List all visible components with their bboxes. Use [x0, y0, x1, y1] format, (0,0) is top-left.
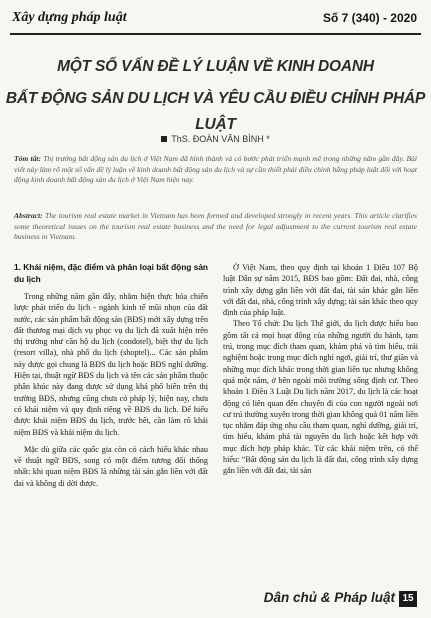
magazine-name: Dân chủ & Pháp luật — [263, 590, 395, 605]
title-line-1: MỘT SỐ VẤN ĐỀ LÝ LUẬN VỀ KINH DOANH — [57, 58, 374, 75]
issue-number: Số 7 (340) - 2020 — [322, 11, 417, 25]
page-header — [12, 10, 419, 32]
body-column-left — [14, 262, 208, 489]
bullet-square-icon — [161, 136, 167, 142]
english-abstract — [14, 211, 417, 243]
page-number: 15 — [399, 591, 417, 607]
body-paragraph: Theo Tổ chức Du lịch Thế giới, du lịch được hiểu bao gồm tất cả mọi hoạt động của những người du hành, tạm trú, trong mục đích tham quan, khám phá và tìm hiểu, trải nghiệm hoặc trong mục đích nghỉ ngơi, giải trí, thư giãn và những mục đích khác trong thời gian liên tục nhưng không quá một năm, ở bên ngoài môi trường sống định cư. Theo khoản 1 Điều 3 Luật Du lịch năm 2017, du lịch là các hoạt động có liên quan đến chuyến đi của con người ngoài nơi cư trú thường xuyên trong thời gian không quá 01 năm liên tục nhằm đáp ứng nhu cầu tham quan, nghỉ dưỡng, giải trí, tìm hiểu, khám phá tài nguyên du lịch hoặc kết hợp với mục đích hợp pháp khác. Từ các khái niệm trên, có thể hiểu: “Bất động sản du lịch là đất đai, công trình xây dựng gắn liền với đất đai, tài sản — [223, 319, 418, 476]
author-byline — [0, 134, 431, 144]
section-name: Xây dựng pháp luật — [12, 10, 127, 25]
vietnamese-abstract — [14, 154, 417, 186]
section-heading: 1. Khái niệm, đặc điểm và phân loại bất động sản du lịch — [14, 262, 208, 284]
tomtat-text: Thị trường bất động sản du lịch ở Việt Nam đã hình thành và có bước phát triển mạnh mẽ trong những năm gần đây. Bài viết này làm rõ một số vấn đề lý luận về kinh doanh bất động sản du lịch và sự cần thiết phải điều chỉnh bằng pháp luật đối với hoạt động kinh doanh bất động sản du lịch ở Việt Nam hiện nay. — [14, 154, 417, 185]
abstract-label: Abstract: — [14, 211, 43, 220]
header-divider — [10, 33, 421, 35]
body-column-right — [223, 262, 418, 477]
author-name: ThS. ĐOÀN VĂN BÌNH * — [171, 134, 270, 144]
tomtat-label: Tóm tắt: — [14, 154, 42, 163]
body-paragraph: Mặc dù giữa các quốc gia còn có cách hiểu khác nhau về thuật ngữ BĐS, song có một điểm tương đối thống nhất: khi quan niệm BĐS là những tài sản gắn liền với đất đai và không di dời được. — [14, 444, 208, 488]
body-paragraph: Ở Việt Nam, theo quy định tại khoản 1 Điều 107 Bộ luật Dân sự năm 2015, BĐS bao gồm: Đất đai, nhà, công trình xây dựng gắn liền với đất đai, tài sản khác gắn liền với đất đai, nhà, công trình xây dựng; tài sản khác theo quy định của pháp luật. — [223, 263, 418, 318]
abstract-text: The tourism real estate market in Vietnam has been formed and developed strongly in recent years. This article clarifies some theoretical issues on the tourism real estate business and the need for legal adjustment to the current tourism real estate business in Vietnam. — [14, 211, 417, 242]
title-line-2: BẤT ĐỘNG SẢN DU LỊCH VÀ YÊU CẦU ĐIỀU CHỈNH PHÁP LUẬT — [5, 90, 426, 133]
article-title — [0, 56, 431, 138]
body-paragraph: Trong những năm gần đây, nhằm hiện thực hóa chiến lược phát triển du lịch - ngành kinh tế mũi nhọn của đất nước, các sản phẩm bất động sản (BĐS) mới xây dựng trên đất thương mại dịch vụ phục vụ du lịch đã xuất hiện trên thị trường như căn hộ du lịch (condotel), biệt thự du lịch (resort villa), nhà phố du lịch (shoptel)... Các sản phẩm này được gọi chung là BĐS du lịch hoặc BĐS nghỉ dưỡng. Hiện tại, thuật ngữ BĐS du lịch và tên các sản phẩm thuộc phân khúc này đang được sử dụng khá phổ biến trên thị trường BĐS, nhưng cũng chưa có pháp lý, hiện nay, chưa có khái niệm và quy định riêng về BĐS du lịch. Để hiểu được khái niệm BĐS du lịch, trước hết, cần làm rõ khái niệm BĐS và khái niệm du lịch. — [14, 292, 208, 437]
